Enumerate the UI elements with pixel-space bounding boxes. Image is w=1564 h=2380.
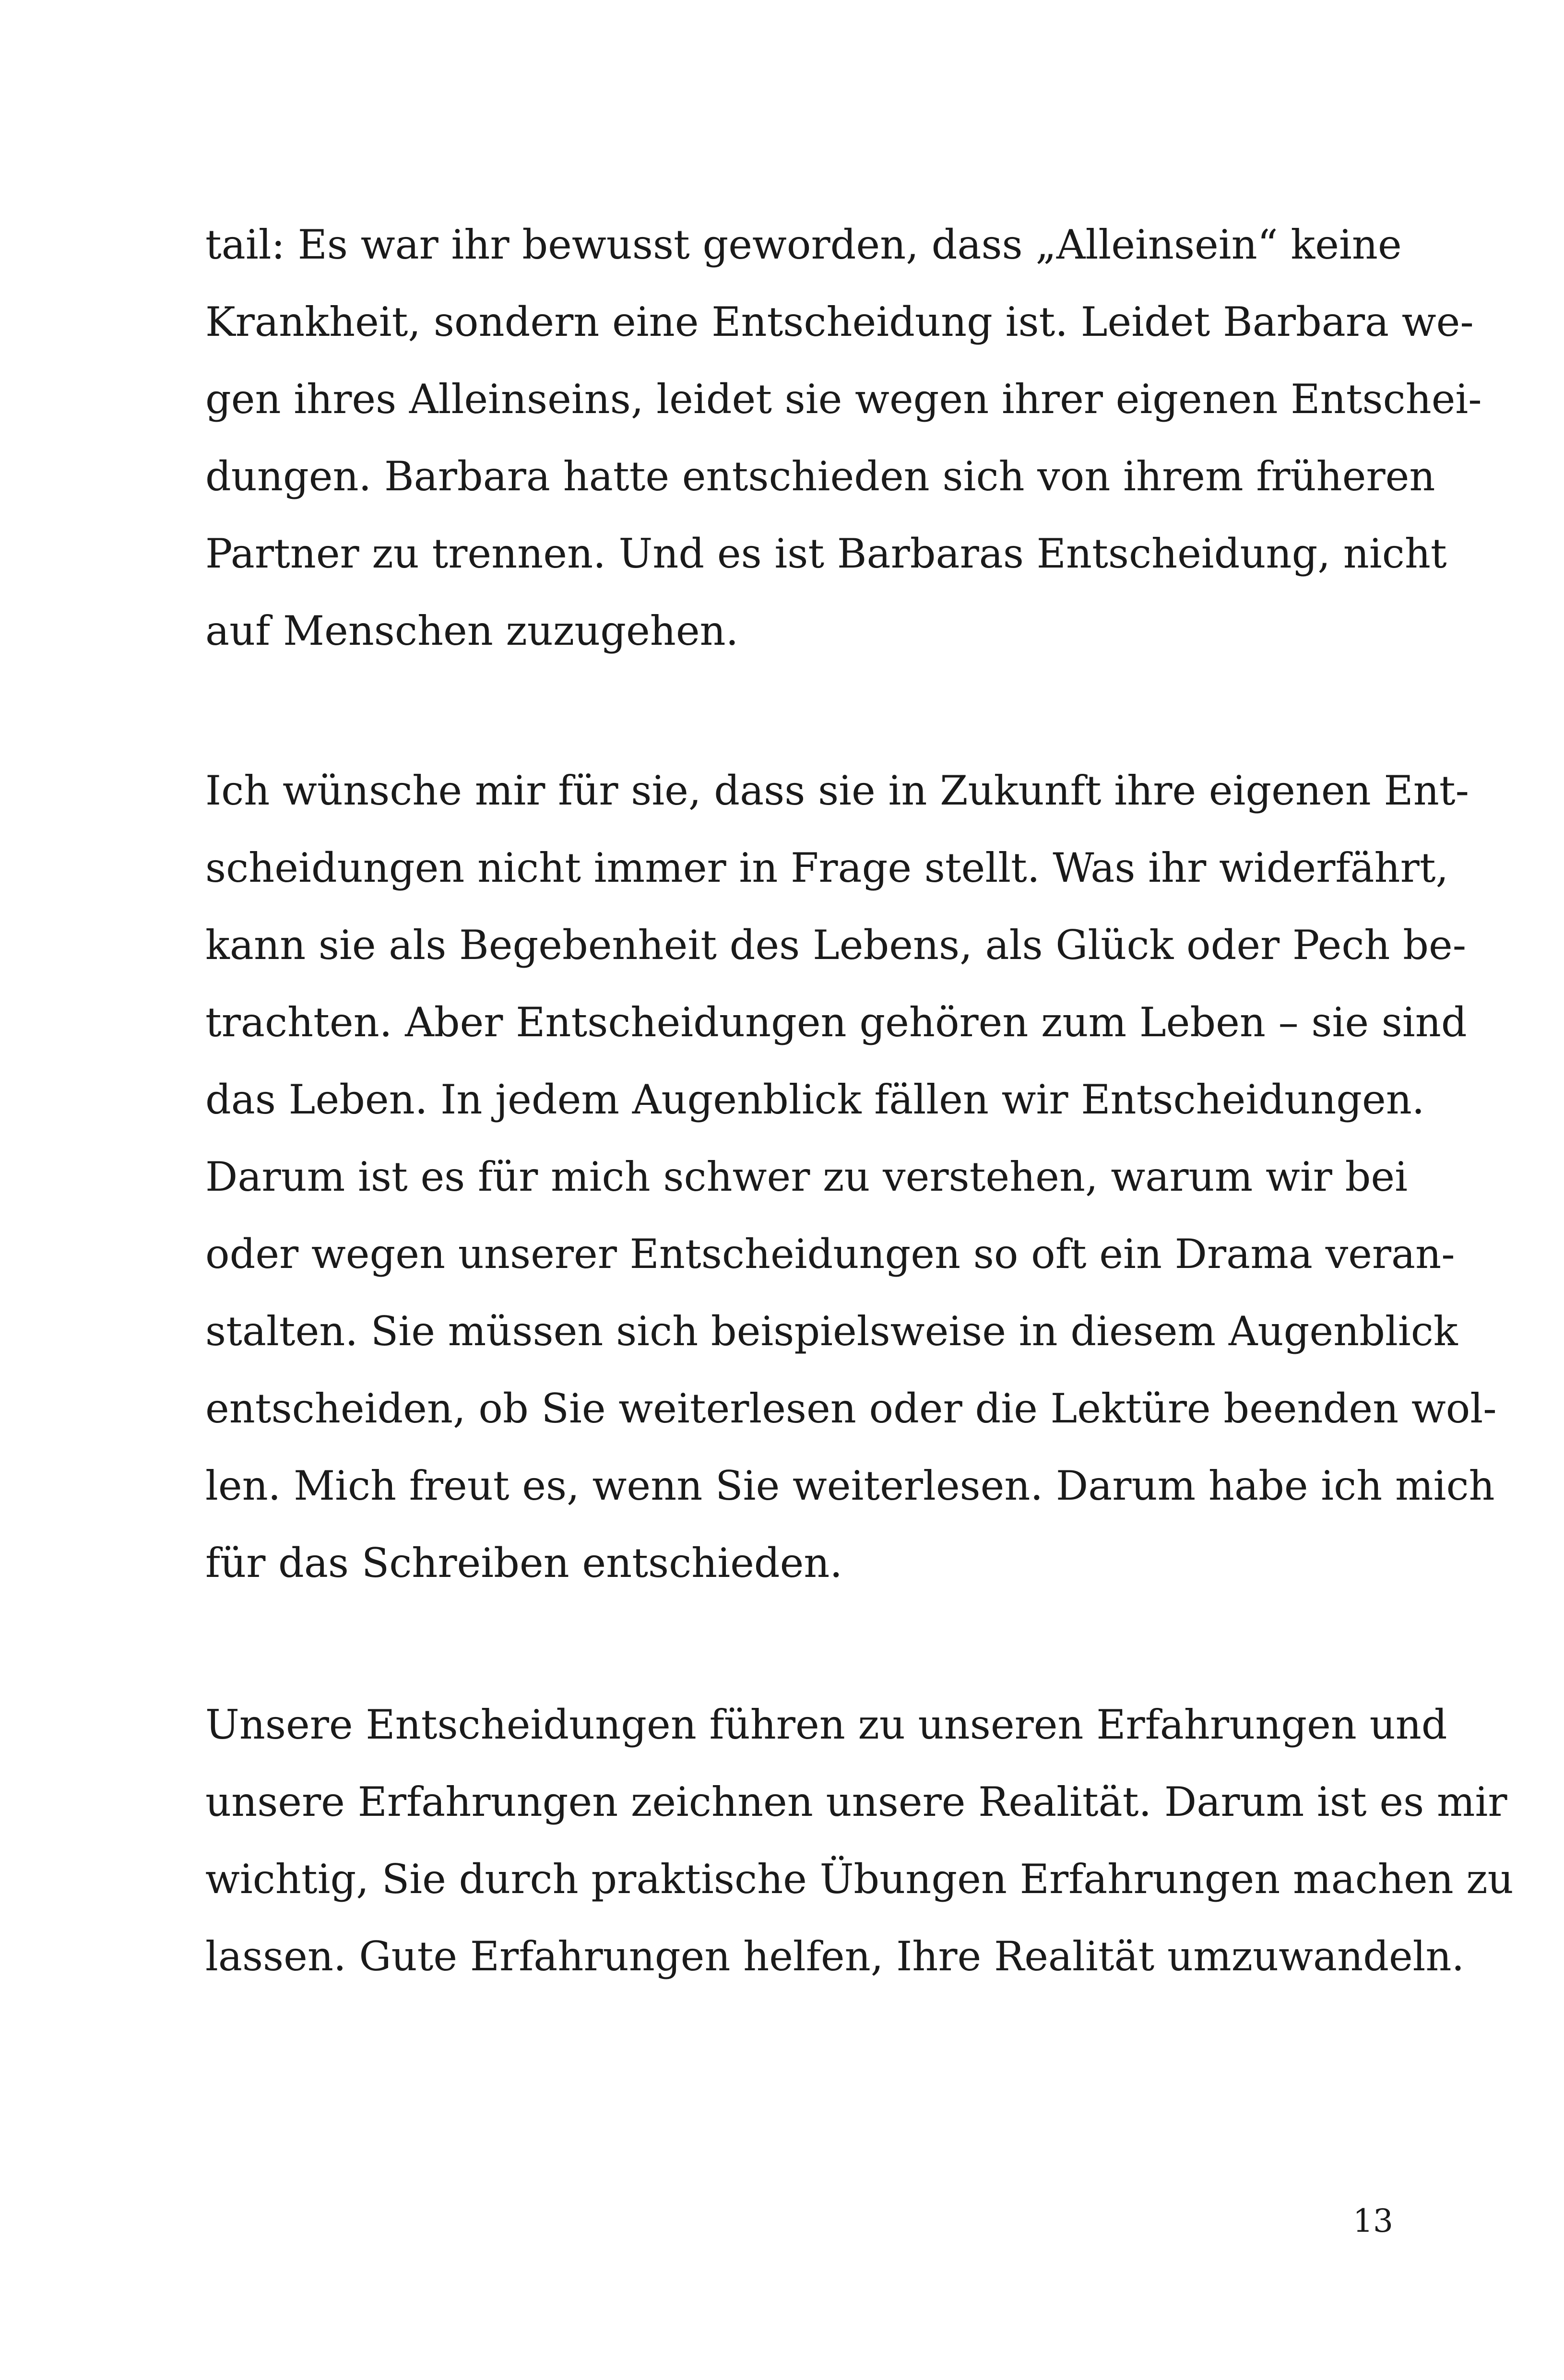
text-line: Darum ist es für mich schwer zu verstehen, warum wir bei (205, 1153, 1408, 1200)
text-line: Unsere Entscheidungen führen zu unseren Erfahrungen und (205, 1701, 1447, 1748)
text-line: stalten. Sie müssen sich beispielsweise in diesem Augenblick (205, 1308, 1458, 1355)
text-line: Ich wünsche mir für sie, dass sie in Zukunft ihre eigenen Ent- (205, 767, 1469, 814)
text-line: kann sie als Begebenheit des Lebens, als Glück oder Pech be- (205, 922, 1467, 969)
paragraph-1 (205, 206, 1482, 670)
text-line: unsere Erfahrungen zeichnen unsere Realität. Darum ist es mir (205, 1778, 1507, 1825)
text-line: wichtig, Sie durch praktische Übungen Erfahrungen machen zu (205, 1856, 1514, 1903)
text-line: gen ihres Alleinseins, leidet sie wegen ihrer eigenen Entschei- (205, 376, 1482, 423)
text-line: dungen. Barbara hatte entschieden sich von ihrem früheren (205, 453, 1435, 500)
text-line: lassen. Gute Erfahrungen helfen, Ihre Realität umzuwandeln. (205, 1933, 1465, 1980)
page-number: 13 (1353, 2202, 1393, 2239)
text-line: auf Menschen zuzugehen. (205, 607, 739, 654)
paragraph-2 (205, 752, 1497, 1602)
text-line: Krankheit, sondern eine Entscheidung ist. Leidet Barbara we- (205, 298, 1474, 345)
text-line: tail: Es war ihr bewusst geworden, dass „Alleinsein“ keine (205, 221, 1402, 268)
text-line: für das Schreiben entschieden. (205, 1539, 843, 1587)
text-line: das Leben. In jedem Augenblick fällen wir Entscheidungen. (205, 1076, 1425, 1123)
text-line: trachten. Aber Entscheidungen gehören zum Leben – sie sind (205, 999, 1467, 1046)
text-line: oder wegen unserer Entscheidungen so oft ein Drama veran- (205, 1231, 1455, 1278)
text-line: Partner zu trennen. Und es ist Barbaras Entscheidung, nicht (205, 530, 1447, 577)
text-line: len. Mich freut es, wenn Sie weiterlesen. Darum habe ich mich (205, 1462, 1495, 1509)
paragraph-3 (205, 1686, 1514, 1995)
text-line: entscheiden, ob Sie weiterlesen oder die Lektüre beenden wol- (205, 1385, 1497, 1432)
text-line: scheidungen nicht immer in Frage stellt. Was ihr widerfährt, (205, 844, 1449, 891)
